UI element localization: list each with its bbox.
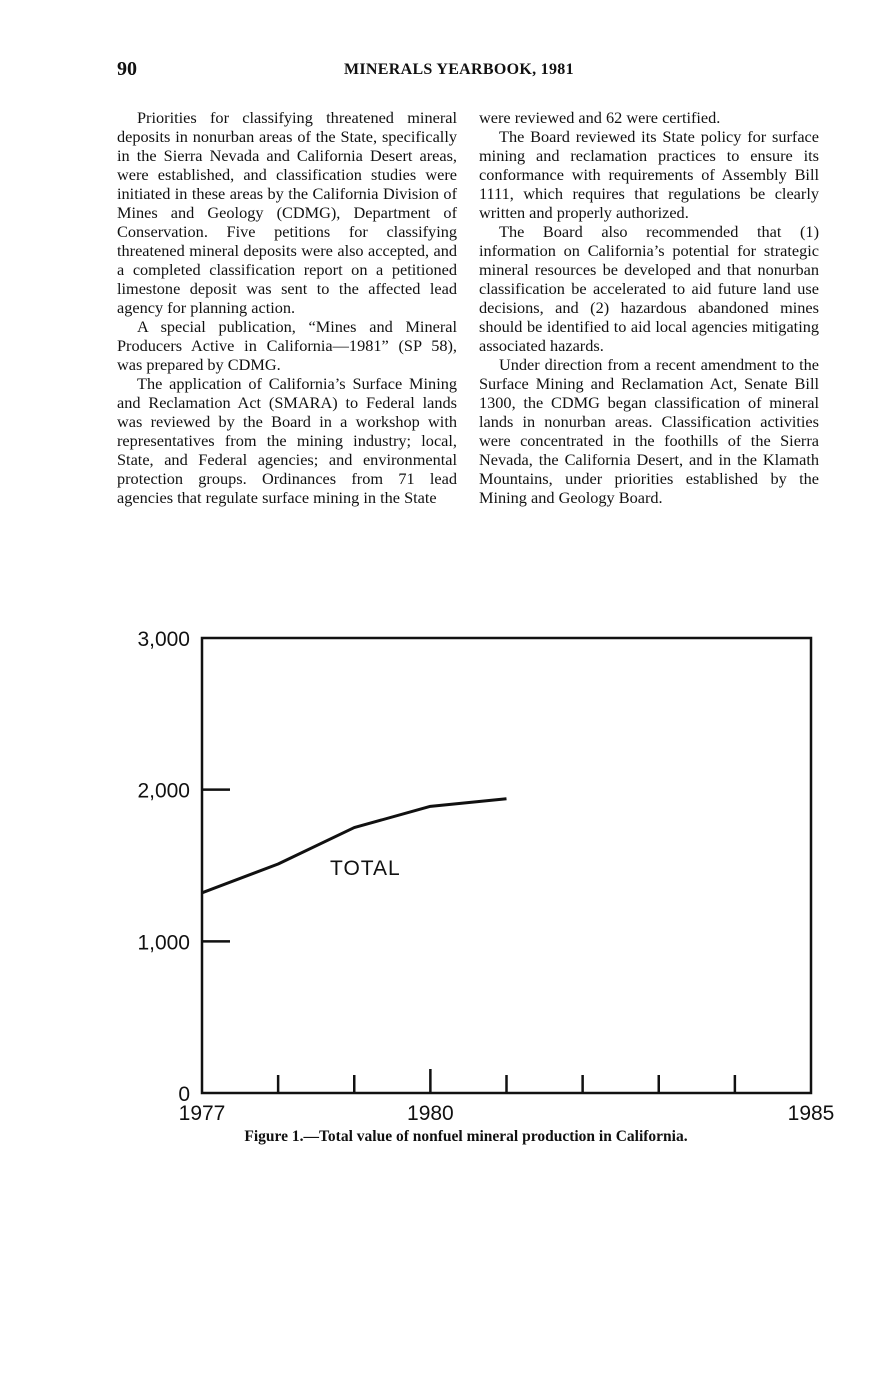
right-column	[479, 108, 819, 507]
plot-frame	[202, 638, 811, 1093]
figure-caption: Figure 1.—Total value of nonfuel mineral production in California.	[244, 1128, 688, 1145]
paragraph: Priorities for classifying threatened mineral deposits in nonurban areas of the State, specifically in the Sierra Nevada and California Desert areas, were established, and classification studies were initiated in these areas by the California Division of Mines and Geology (CDMG), Department of Conservation. Five petitions for classifying threatened mineral deposits were also accepted, and a completed classification report on a petitioned limestone deposit was sent to the affected lead agency for planning action.	[117, 108, 457, 317]
page-number: 90	[117, 58, 137, 80]
paragraph: The application of California’s Surface Mining and Reclamation Act (SMARA) to Federal lands was reviewed by the Board in a workshop with representatives from the mining industry; local, State, and Federal agencies; and environmental protection groups. Ordinances from 71 lead agencies that regulate surface mining in the State	[117, 374, 457, 507]
page-header	[0, 58, 880, 88]
y-tick-label: 2,000	[137, 779, 190, 803]
left-column	[117, 108, 457, 507]
line-chart	[0, 600, 880, 1120]
paragraph: A special publication, “Mines and Mineral Producers Active in California—1981” (SP 58), was prepared by CDMG.	[117, 317, 457, 374]
paragraph: The Board also recommended that (1) information on California’s potential for strategic mineral resources be developed and that nonurban classification be accelerated to aid future land use decisions, and (2) hazardous abandoned mines should be identified to aid local agencies mitigating associated hazards.	[479, 222, 819, 355]
x-tick-label: 1980	[407, 1102, 454, 1120]
y-tick-label: 3,000	[137, 628, 190, 651]
x-tick-label: 1985	[787, 1102, 835, 1120]
paragraph: were reviewed and 62 were certified.	[479, 108, 721, 127]
running-title: MINERALS YEARBOOK, 1981	[344, 61, 574, 78]
y-tick-label: 0	[178, 1083, 190, 1106]
x-tick-label: 1977	[178, 1102, 226, 1120]
series-label: TOTAL	[330, 857, 401, 880]
paragraph: The Board reviewed its State policy for surface mining and reclamation practices to ensure its conformance with requirements of Assembly Bill 1111, which requires that regulations be clearly written and properly authorized.	[479, 127, 819, 222]
paragraph: Under direction from a recent amendment to the Surface Mining and Reclamation Act, Senate Bill 1300, the CDMG began classification of mineral lands in nonurban areas. Classification activities were concentrated in the foothills of the Sierra Nevada, the California Desert, and in the Klamath Mountains, under priorities established by the Mining and Geology Board.	[479, 355, 819, 507]
y-tick-label: 1,000	[137, 931, 190, 955]
